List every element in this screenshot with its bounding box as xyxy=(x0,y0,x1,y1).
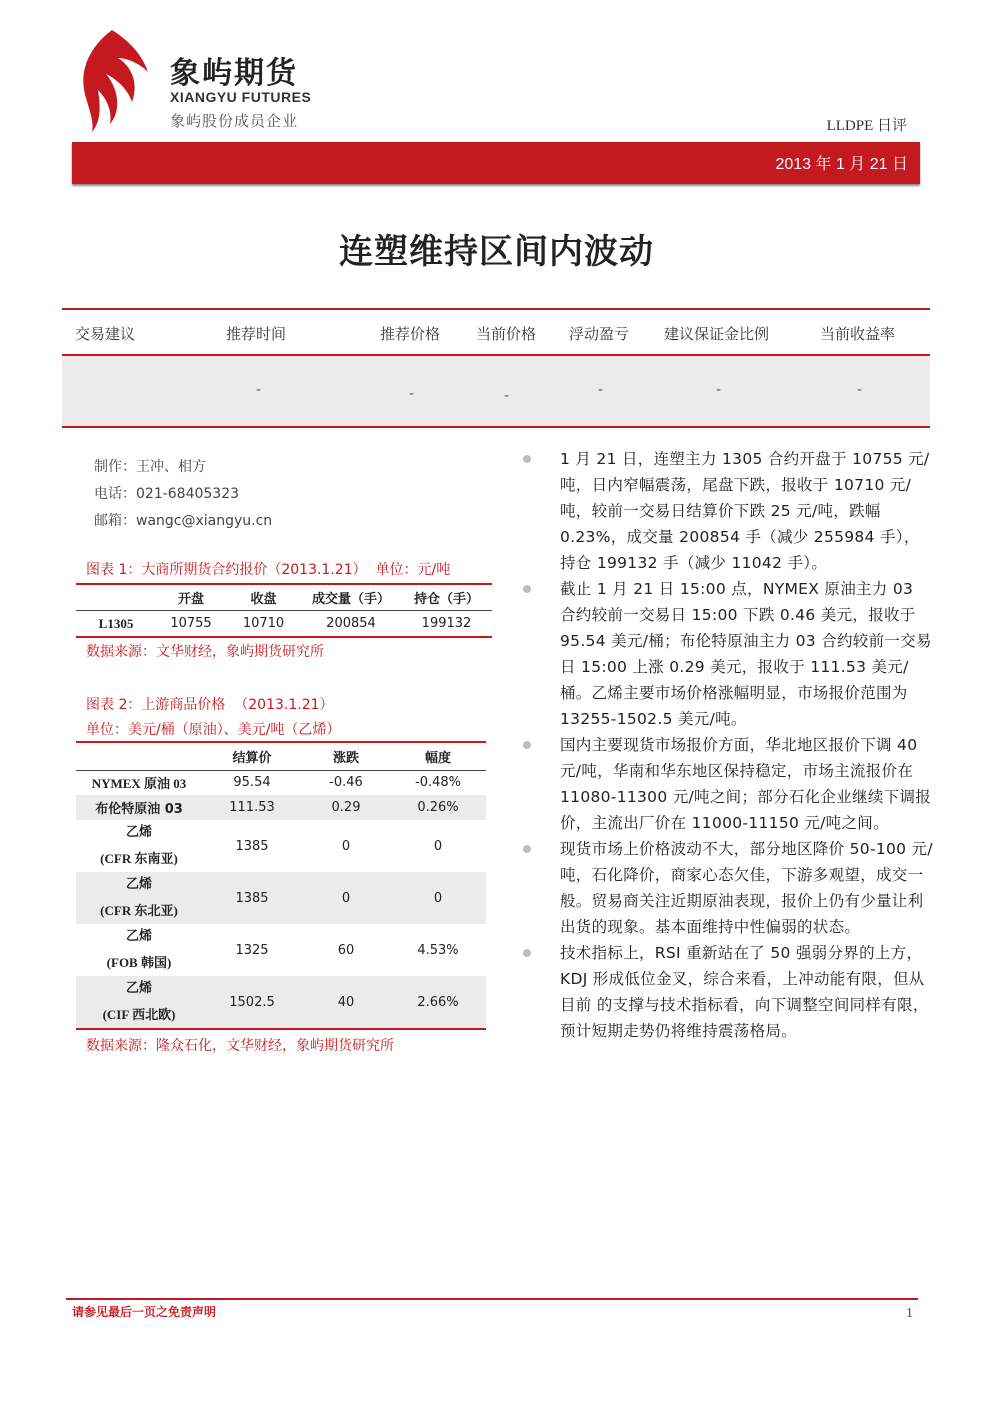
table1-cell: 10755 xyxy=(170,616,212,631)
table2-name-sub: (CFR 东北亚) xyxy=(100,903,178,918)
table1 xyxy=(76,583,492,638)
table2-cell: 4.53% xyxy=(417,942,459,958)
table2-cell: 0 xyxy=(433,890,443,906)
list-item xyxy=(523,940,933,1044)
table2-header-cell: 幅度 xyxy=(424,750,451,766)
table2-caption: 图表 2：上游商品价格 （2013.1.21） xyxy=(86,697,334,713)
recommend-value-cell: - xyxy=(598,382,604,398)
table2-name-cell xyxy=(76,872,202,924)
contact-phone: 电话：021-68405323 xyxy=(94,486,240,502)
table2-header-row xyxy=(76,742,486,770)
table2-cell: 0 xyxy=(433,838,443,854)
table2-name: 乙烯 xyxy=(125,929,152,944)
table1-header-cell xyxy=(76,584,156,611)
table-row xyxy=(76,820,486,872)
recommend-header xyxy=(62,323,930,343)
table1-header-cell: 开盘 xyxy=(177,592,204,607)
table1-cell: 200854 xyxy=(326,616,376,631)
table2-cell: 0.26% xyxy=(417,800,459,815)
table2-cell: 0.29 xyxy=(331,800,361,815)
table2-cell: -0.48% xyxy=(415,775,461,791)
table2-name: 乙烯 xyxy=(125,877,152,892)
list-item xyxy=(523,836,933,940)
table2-name: 乙烯 xyxy=(125,825,152,840)
footer-rule xyxy=(66,1298,918,1300)
recommend-header-cell: 推荐时间 xyxy=(226,325,287,343)
table2-cell: 60 xyxy=(337,942,355,958)
table1-cell: 10710 xyxy=(242,616,285,631)
list-item xyxy=(523,732,933,836)
recommend-header-cell: 交易建议 xyxy=(75,325,136,343)
recommend-value-cell: - xyxy=(409,386,415,402)
table2-cell: 1385 xyxy=(235,890,269,906)
bullet-text: 截止 1 月 21 日 15:00 点，NYMEX 原油主力 03 合约较前一交易日 15:00 下跌 0.46 美元，报收于 95.54 美元/桶；布伦特原油主力 03 合约较前一交易日 15:00 上涨 0.29 美元，报收于 111.53 美元/桶。乙烯主要市场价格涨幅明显，市场报价范围为 13255-1502.5 美元/吨。 xyxy=(560,580,932,728)
logo-cn: 象屿期货 xyxy=(170,56,298,91)
table2-name-sub: (CFR 东南亚) xyxy=(100,851,178,866)
logo-en: XIANGYU FUTURES xyxy=(170,89,312,105)
table2-name-sub: (CIF 西北欧) xyxy=(102,1007,176,1022)
table1-header-cell: 收盘 xyxy=(250,592,277,607)
report-type: LLDPE 日评 xyxy=(826,118,907,134)
contact-author: 制作：王冲、相方 xyxy=(94,459,206,475)
list-item xyxy=(523,576,933,732)
report-date: 2013 年 1 月 21 日 xyxy=(775,156,908,173)
table2-cell: 1502.5 xyxy=(229,994,275,1010)
table2-source: 数据来源：隆众石化，文华财经，象屿期货研究所 xyxy=(86,1038,394,1054)
table2-header-cell: 结算价 xyxy=(232,750,272,766)
table2-cell: 2.66% xyxy=(417,994,459,1010)
recommend-table xyxy=(62,308,930,428)
table1-header-row xyxy=(76,584,492,611)
footer-disclaimer: 请参见最后一页之免责声明 xyxy=(72,1305,217,1319)
logo-flame-icon xyxy=(78,28,150,132)
table-row xyxy=(76,795,486,820)
table1-header-cell: 成交量（手） xyxy=(311,592,390,607)
table2-header-cell xyxy=(76,742,202,770)
table-row xyxy=(76,770,486,795)
table-row xyxy=(76,872,486,924)
table2-cell: -0.46 xyxy=(329,775,363,791)
table-row xyxy=(76,924,486,976)
recommend-header-cell: 推荐价格 xyxy=(380,325,441,343)
table2-name-cell xyxy=(76,976,202,1029)
recommend-value-cell: - xyxy=(504,388,510,404)
table2-name: NYMEX 原油 03 xyxy=(91,776,187,792)
table-row xyxy=(76,611,492,638)
recommend-value-cell: - xyxy=(256,382,262,398)
logo xyxy=(78,28,318,133)
recommend-header-cell: 浮动盈亏 xyxy=(569,325,630,343)
table1-header-cell: 持仓（手） xyxy=(413,592,479,607)
bullet-text: 技术指标上，RSI 重新站在了 50 强弱分界的上方，KDJ 形成低位金叉，综合来看，上冲动能有限，但从目前 的支撑与技术指标看，向下调整空间同样有限，预计短期走势仍将维持震荡格局。 xyxy=(560,944,929,1040)
table-row xyxy=(76,976,486,1029)
recommend-header-cell: 当前收益率 xyxy=(820,325,896,343)
bullet-icon xyxy=(523,741,531,749)
table2-cell: 0 xyxy=(341,838,351,854)
table1-source: 数据来源：文华财经，象屿期货研究所 xyxy=(86,644,324,660)
table2-name-sub: (FOB 韩国) xyxy=(106,955,172,970)
bullet-text: 现货市场上价格波动不大，部分地区降价 50-100 元/吨，石化降价，商家心态欠佳，下游多观望，成交一般。贸易商关注近期原油表现，报价上仍有少量让利出货的现象。基本面维持中性偏弱的状态。 xyxy=(560,840,933,936)
table2-name: 布伦特原油 03 xyxy=(95,802,183,817)
table2-cell: 0 xyxy=(341,890,351,906)
recommend-header-cell: 当前价格 xyxy=(476,325,537,343)
analysis-bullets xyxy=(523,446,933,1044)
bullet-icon xyxy=(523,455,531,463)
table2-cell: 40 xyxy=(337,994,355,1010)
table2-cell: 111.53 xyxy=(229,800,275,815)
bullet-icon xyxy=(523,845,531,853)
table2-cell: 95.54 xyxy=(233,775,271,791)
table2-name: 乙烯 xyxy=(125,981,152,996)
table2-cell: 1325 xyxy=(235,942,269,958)
date-band xyxy=(72,142,920,184)
table2-name-cell xyxy=(76,924,202,976)
page-number: 1 xyxy=(906,1306,913,1321)
logo-sub: 象屿股份成员企业 xyxy=(170,112,299,130)
table2-unit: 单位：美元/桶（原油）、美元/吨（乙烯） xyxy=(86,722,341,738)
table2-header-cell: 涨跌 xyxy=(332,750,359,766)
contact-email: 邮箱：wangc@xiangyu.cn xyxy=(94,513,273,529)
bullet-icon xyxy=(523,585,531,593)
page-title: 连塑维持区间内波动 xyxy=(339,232,654,272)
bullet-text: 国内主要现货市场报价方面，华北地区报价下调 40 元/吨，华南和华东地区保持稳定，市场主流报价在 11080-11300 元/吨之间；部分石化企业继续下调报价，主流出厂价在 11000-11150 元/吨之间。 xyxy=(560,736,932,832)
recommend-value-cell: - xyxy=(857,382,863,398)
table2-cell: 1385 xyxy=(235,838,269,854)
table1-cell: L1305 xyxy=(98,615,134,631)
bullet-icon xyxy=(523,949,531,957)
table1-caption: 图表 1：大商所期货合约报价（2013.1.21） 单位：元/吨 xyxy=(86,562,451,578)
table2 xyxy=(76,741,486,1030)
contact-block xyxy=(94,454,272,535)
recommend-header-cell: 建议保证金比例 xyxy=(664,325,770,343)
table2-name-cell xyxy=(76,820,202,872)
recommend-value-cell: - xyxy=(716,382,722,398)
table1-cell: 199132 xyxy=(421,616,472,631)
list-item xyxy=(523,446,933,576)
recommend-values xyxy=(62,382,930,402)
bullet-text: 1 月 21 日，连塑主力 1305 合约开盘于 10755 元/吨，日内窄幅震荡，尾盘下跌，报收于 10710 元/吨，较前一交易日结算价下跌 25 元/吨，跌幅 0.23%，成交量 200854 手（减少 255984 手），持仓 199132 手（减少 11042 手）。 xyxy=(560,450,930,572)
